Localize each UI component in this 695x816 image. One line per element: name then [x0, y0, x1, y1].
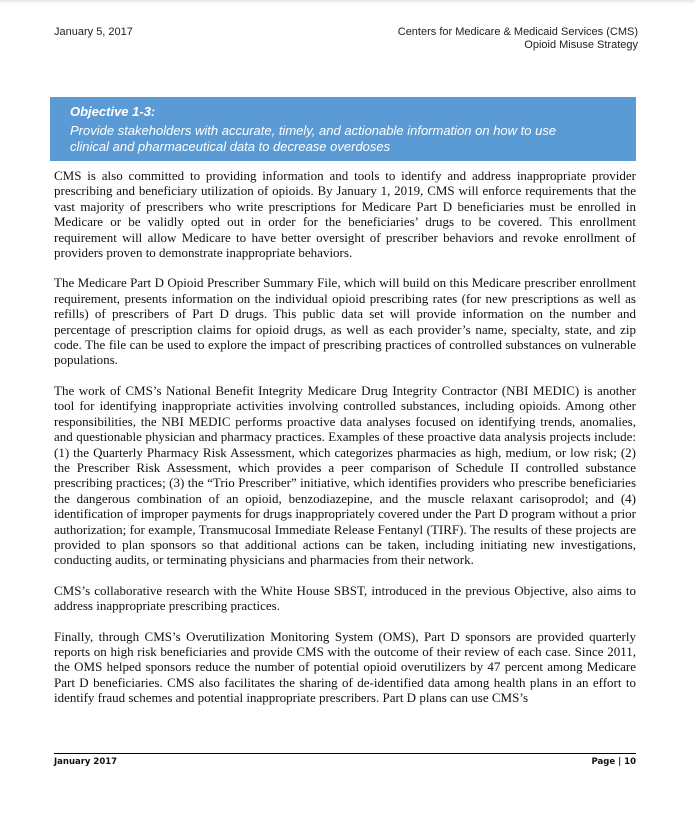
document-body — [54, 168, 636, 721]
paragraph-oms: Finally, through CMS’s Overutilization Monitoring System (OMS), Part D sponsors are provided quarterly reports on high risk beneficiaries and provide CMS with the outcome of their review of each case. Since 2011, the OMS helped sponsors reduce the number of potential opioid overutilizers by 47 percent among Medicare Part D beneficiaries. CMS also facilitates the sharing of de-identified data among health plans in an effort to identify fraud schemes and potential inappropriate prescribers. Part D plans can use CMS’s — [54, 628, 636, 706]
header-date: January 5, 2017 — [54, 26, 133, 38]
paragraph-sbst-research: CMS’s collaborative research with the White House SBST, introduced in the previous Objective, also aims to address inappropriate prescribing practices. — [54, 582, 636, 614]
objective-description-line: clinical and pharmaceutical data to decrease overdoses — [70, 139, 391, 154]
objective-callout-box — [50, 97, 636, 161]
paragraph-nbi-medic: The work of CMS’s National Benefit Integrity Medicare Drug Integrity Contractor (NBI MEDIC) is another tool for identifying inappropriate activities involving controlled substances, including opioids. Among other responsibilities, the NBI MEDIC performs proactive data analyses focused on identifying trends, anomalies, and questionable physician and pharmacy practices. Examples of these proactive data analysis projects include: (1) the Quarterly Pharmacy Risk Assessment, which categorizes pharmacies as high, medium, or low risk; (2) the Prescriber Risk Assessment, which provides a peer comparison of Schedule II controlled substance prescribing practices; (3) the “Trio Prescriber” initiative, which identifies providers who prescribe beneficiaries the dangerous combination of an opioid, benzodiazepine, and the muscle relaxant carisoprodol; and (4) identification of improper payments for drugs inappropriately covered under the Part D program without a prior authorization; for example, Transmucosal Immediate Release Fentanyl (TIRF). The results of these projects are provided to plan sponsors so that additional actions can be taken, including initiating new investigations, conducting audits, or terminating physicians and pharmacies from their network. — [54, 382, 636, 568]
header-org-name: Centers for Medicare & Medicaid Services (CMS) — [397, 26, 638, 38]
objective-description — [70, 123, 616, 155]
paragraph-prescriber-summary-file: The Medicare Part D Opioid Prescriber Summary File, which will build on this Medicare prescriber enrollment requirement, presents information on the individual opioid prescribing rates (for new prescriptions as well as refills) of prescribers of Part D drugs. This public data set will provide information on the number and percentage of prescription claims for opioid drugs, as well as each provider’s name, specialty, state, and zip code. The file can be used to explore the impact of prescribing practices of controlled substances on vulnerable populations. — [54, 275, 636, 368]
footer-page-number: Page | 10 — [591, 757, 636, 767]
header-organization — [398, 26, 638, 52]
footer-date: January 2017 — [54, 757, 118, 767]
header-document-title: Opioid Misuse Strategy — [524, 39, 638, 51]
paragraph-enrollment-requirement: CMS is also committed to providing information and tools to identify and address inappropriate provider prescribing and beneficiary utilization of opioids. By January 1, 2019, CMS will enforce requirements that the vast majority of prescribers who write prescriptions for Medicare Part D beneficiaries must be enrolled in Medicare or be validly opted out in order for the beneficiaries’ drugs to be covered. This enrollment requirement will allow Medicare to have better oversight of prescriber behaviors and revoke enrollment of providers proven to demonstrate inappropriate behaviors. — [54, 168, 636, 261]
objective-description-line: Provide stakeholders with accurate, timely, and actionable information on how to use — [70, 123, 557, 138]
page-top-shadow — [0, 0, 695, 4]
objective-title: Objective 1-3: — [70, 104, 156, 119]
footer-divider — [54, 753, 636, 754]
